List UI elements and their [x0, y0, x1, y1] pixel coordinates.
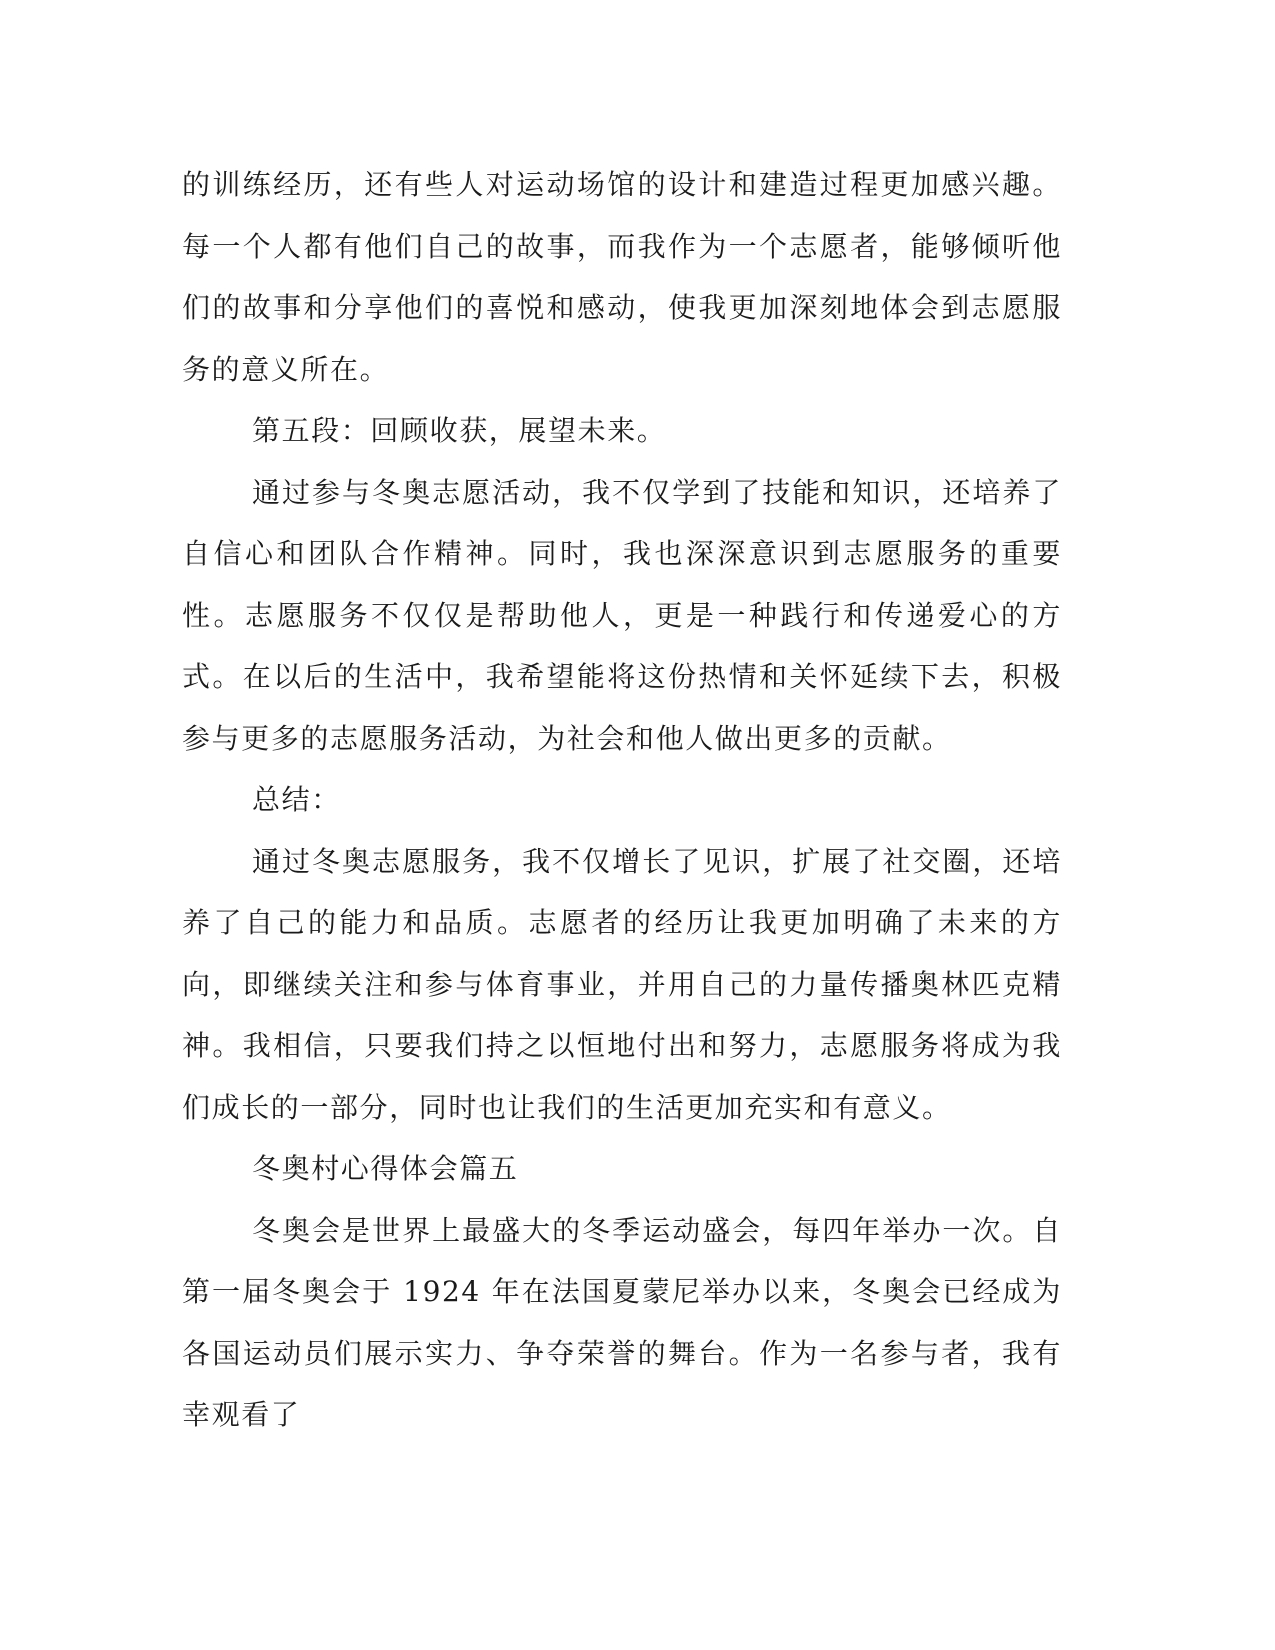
paragraph-summary: 通过冬奥志愿服务，我不仅增长了见识，扩展了社交圈，还培养了自己的能力和品质。志愿者的经历让我更加明确了未来的方向，即继续关注和参与体育事业，并用自己的力量传播奥林匹克精神。我相信，只要我们持之以恒地付出和努力，志愿服务将成为我们成长的一部分，同时也让我们的生活更加充实和有意义。 [182, 844, 1062, 1124]
body-text [182, 154, 1062, 1446]
summary-heading: 总结： [252, 783, 341, 816]
article-title-part-five: 冬奥村心得体会篇五 [252, 1152, 519, 1185]
paragraph-gains-outlook: 通过参与冬奥志愿活动，我不仅学到了技能和知识，还培养了自信心和团队合作精神。同时，我也深深意识到志愿服务的重要性。志愿服务不仅仅是帮助他人，更是一种践行和传递爱心的方式。在以后的生活中，我希望能将这份热情和关怀延续下去，积极参与更多的志愿服务活动，为社会和他人做出更多的贡献。 [182, 475, 1062, 755]
paragraph-winter-olympics-intro: 冬奥会是世界上最盛大的冬季运动盛会，每四年举办一次。自第一届冬奥会于 1924 年在法国夏蒙尼举办以来，冬奥会已经成为各国运动员们展示实力、争夺荣誉的舞台。作为一名参与者，我有幸观看了 [182, 1213, 1062, 1431]
section-heading-part-five: 第五段：回顾收获，展望未来。 [252, 414, 667, 447]
paragraph-continued-story: 的训练经历，还有些人对运动场馆的设计和建造过程更加感兴趣。每一个人都有他们自己的故事，而我作为一个志愿者，能够倾听他们的故事和分享他们的喜悦和感动，使我更加深刻地体会到志愿服务的意义所在。 [182, 168, 1062, 386]
